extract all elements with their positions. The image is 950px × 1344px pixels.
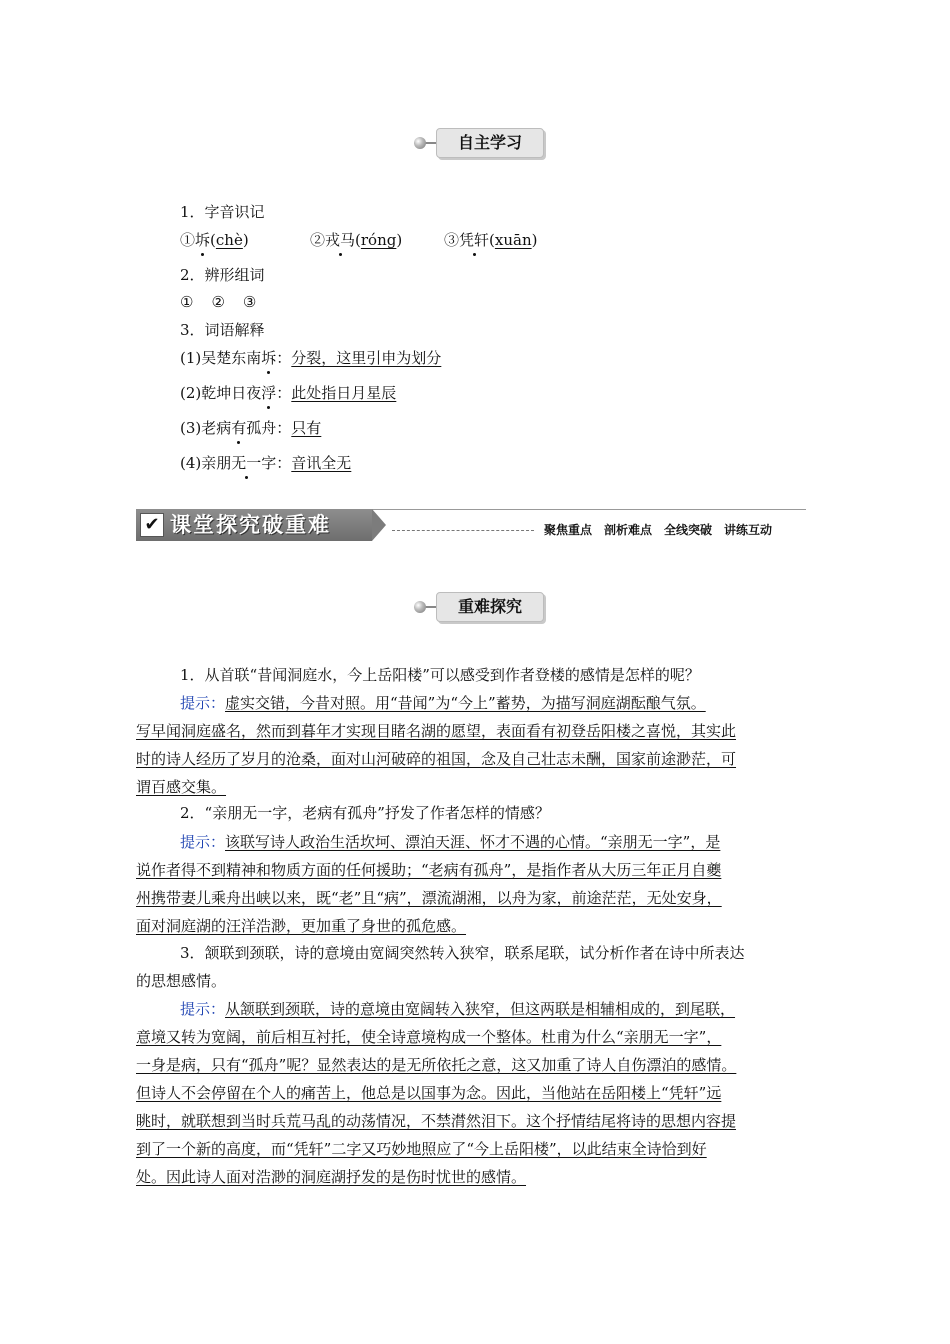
banner-subtitle: 聚焦重点 剖析难点 全线突破 讲练互动 [544,523,773,537]
answer-1-line-3: 时的诗人经历了岁月的沧桑，面对山河破碎的祖国，念及自己壮志未酬，国家前途渺茫，可 [136,750,737,768]
question-3-line-1: 3．颔联到颈联，诗的意境由宽阔突然转入狭窄，联系尾联，试分析作者在诗中所表达 [180,944,745,962]
vocab-phrase-end: 字： [261,454,292,472]
answer-2-line-3: 州携带妻儿乘舟出峡以来，既“老”且“病”，漂流湖湘，以舟为家，前途茫茫，无处安身， [136,889,722,907]
vocab-phrase: 亲朋 [201,454,232,472]
answer-text: 从颔联到颈联，诗的意境由宽阔转入狭窄，但这两联是相辅相成的，到尾联， [225,1000,736,1018]
banner-rule [372,509,806,510]
item-char: 凭轩 [459,231,490,249]
answer-3-line-1 [180,999,735,1019]
vocab-heading: 3．词语解释 [180,321,265,339]
vocab-dotted: 无一 [231,454,262,472]
hint-label: 提示： [180,694,226,712]
pronunciation-heading: 1．字音识记 [180,203,265,221]
item-num: ③ [444,231,460,249]
vocab-answer: 分裂，这里引申为划分 [291,349,442,367]
vocab-answer: 只有 [291,419,322,437]
vocab-phrase: 吴楚东南 [201,349,262,367]
answer-1-line-2: 写早闻洞庭盛名，然而到暮年才实现目睹名湖的愿望，表面看有初登岳阳楼之喜悦，其实此 [136,722,737,740]
pronunciation-item-2: ②戎马(róng) [310,231,403,249]
vocab-num: (4) [180,454,202,472]
vocab-dotted: 坼 [261,349,277,367]
answer-1-line-4: 谓百感交集。 [136,778,227,796]
answer-3-line-2: 意境又转为宽阔，前后相互衬托，使全诗意境构成一个整体。杜甫为什么“亲朋无一字”， [136,1028,722,1046]
item-char: 戎马 [325,231,356,249]
pronunciation-item-1: ①坼(chè) [180,231,249,249]
vocab-phrase-end: ： [276,349,292,367]
vocab-phrase-end: 孤舟： [246,419,292,437]
shape-num-3: ③ [242,293,257,311]
answer-3-line-5: 眺时，就联想到当时兵荒马乱的动荡情况，不禁潸然泪下。这个抒情结尾将诗的思想内容提 [136,1112,737,1130]
answer-text: 该联写诗人政治生活坎坷、漂泊天涯、怀才不遇的心情。“亲朋无一字”，是 [225,833,721,851]
question-3-line-2: 的思想感情。 [136,972,227,990]
banner-dashed-line [392,530,534,531]
vocab-answer: 音讯全无 [291,454,352,472]
answer-text: 虚实交错，今昔对照。用“昔闻”为“今上”蓄势，为描写洞庭湖酝酿气氛。 [225,694,706,712]
shape-num-2: ② [211,293,225,311]
item-char: 坼 [195,231,211,249]
shape-num-1: ① [180,293,194,311]
answer-2-line-4: 面对洞庭湖的汪洋浩渺，更加重了身世的孤危感。 [136,917,467,935]
item-pinyin: róng [360,231,397,249]
vocab-phrase-end: ： [276,384,292,402]
vocab-phrase: 老病 [201,419,232,437]
item-pinyin: xuān [494,231,532,249]
checkmark-icon: ✔ [140,513,164,537]
vocab-item-4 [180,453,351,473]
section-header-zhongnan [414,592,554,622]
vocab-num: (2) [180,384,202,402]
banner-title: 课堂探究破重难 [170,513,331,537]
answer-3-line-4: 但诗人不会停留在个人的痛苦上，他总是以国事为念。因此，当他站在岳阳楼上“凭轩”远 [136,1084,722,1102]
vocab-num: (3) [180,419,202,437]
bullet-ball-icon [414,601,426,613]
answer-3-line-7: 处。因此诗人面对浩渺的洞庭湖抒发的是伤时忧世的感情。 [136,1168,527,1186]
item-pinyin: chè [215,231,243,249]
item-num: ② [310,231,326,249]
bullet-ball-icon [414,137,426,149]
section-title: 重难探究 [436,592,544,622]
vocab-item-2 [180,383,396,403]
answer-3-line-3: 一身是病，只有“孤舟”呢？显然表达的是无所依托之意，这又加重了诗人自伤漂泊的感情。 [136,1056,737,1074]
answer-3-line-6: 到了一个新的高度，而“凭轩”二字又巧妙地照应了“今上岳阳楼”，以此结束全诗恰到好 [136,1140,707,1158]
answer-2-line-1 [180,832,720,852]
shape-heading: 2．辨形组词 [180,266,265,284]
vocab-num: (1) [180,349,202,367]
vocab-answer: 此处指日月星辰 [291,384,397,402]
section-banner [136,509,806,541]
shape-nums [180,292,256,312]
vocab-phrase: 乾坤日夜 [201,384,262,402]
pronunciation-item-3: ③凭轩(xuān) [444,231,538,249]
hint-label: 提示： [180,833,226,851]
item-num: ① [180,231,196,249]
section-header-zizhu [414,128,554,158]
answer-2-line-2: 说作者得不到精神和物质方面的任何援助；“老病有孤舟”，是指作者从大历三年正月自夔 [136,861,722,879]
section-title: 自主学习 [436,128,544,158]
vocab-dotted: 浮 [261,384,277,402]
vocab-dotted: 有 [231,419,247,437]
question-1: 1．从首联“昔闻洞庭水，今上岳阳楼”可以感受到作者登楼的感情是怎样的呢？ [180,666,700,684]
answer-1-line-1 [180,693,706,713]
vocab-item-3 [180,418,321,438]
vocab-item-1 [180,348,441,368]
question-2: 2．“亲朋无一字，老病有孤舟”抒发了作者怎样的情感？ [180,804,550,822]
hint-label: 提示： [180,1000,226,1018]
